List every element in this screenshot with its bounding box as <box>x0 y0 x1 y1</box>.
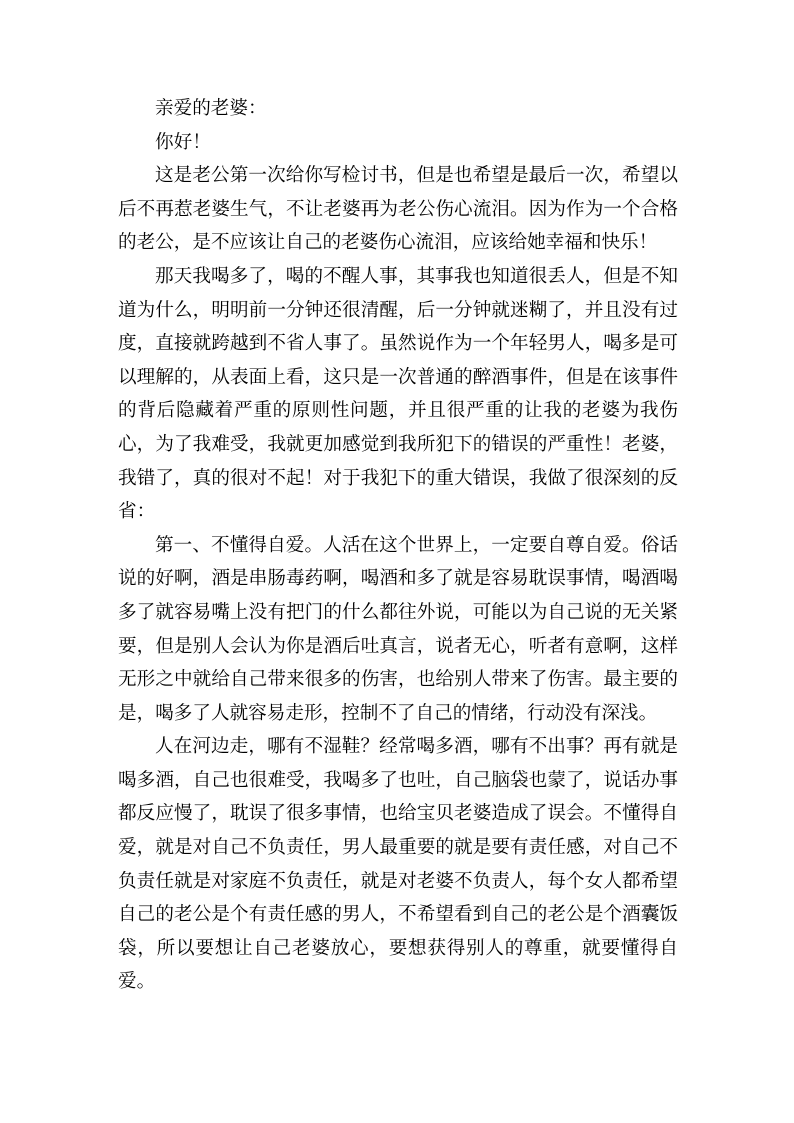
paragraph-incident: 那天我喝多了，喝的不醒人事，其事我也知道很丢人，但是不知道为什么，明明前一分钟还很清醒，后一分钟就迷糊了，并且没有过度，直接就跨越到不省人事了。虽然说作为一个年轻男人，喝多是可以理解的，从表面上看，这只是一次普通的醉酒事件，但是在该事件的背后隐藏着严重的原则性问题，并且很严重的让我的老婆为我伤心，为了我难受，我就更加感觉到我所犯下的错误的严重性！老婆，我错了，真的很对不起！对于我犯下的重大错误，我做了很深刻的反省： <box>118 265 678 523</box>
paragraph-point-one: 第一、不懂得自爱。人活在这个世界上，一定要自尊自爱。俗话说的好啊，酒是串肠毒药啊，喝酒和多了就是容易耽误事情，喝酒喝多了就容易嘴上没有把门的什么都往外说，可能以为自己说的无关紧要，但是别人会认为你是酒后吐真言，说者无心，听者有意啊，这样无形之中就给自己带来很多的伤害，也给别人带来了伤害。最主要的是，喝多了人就容易走形，控制不了自己的情绪，行动没有深浅。 <box>118 534 678 724</box>
letter-salutation: 亲爱的老婆： <box>155 98 267 119</box>
letter-body <box>118 92 678 999</box>
paragraph-intro: 这是老公第一次给你写检讨书，但是也希望是最后一次，希望以后不再惹老婆生气，不让老婆再为老公伤心流泪。因为作为一个合格的老公，是不应该让自己的老婆伤心流泪，应该给她幸福和快乐！ <box>118 165 678 254</box>
letter-greeting: 你好！ <box>155 131 211 153</box>
paragraph-reflection: 人在河边走，哪有不湿鞋？经常喝多酒，哪有不出事？再有就是喝多酒，自己也很难受，我喝多了也吐，自己脑袋也蒙了，说话办事都反应慢了，耽误了很多事情，也给宝贝老婆造成了误会。不懂得自爱，就是对自己不负责任，男人最重要的就是要有责任感，对自己不负责任就是对家庭不负责任，就是对老婆不负责人，每个女人都希望自己的老公是个有责任感的男人，不希望看到自己的老公是个酒囊饭袋，所以要想让自己老婆放心，要想获得别人的尊重，就要懂得自爱。 <box>118 736 678 993</box>
